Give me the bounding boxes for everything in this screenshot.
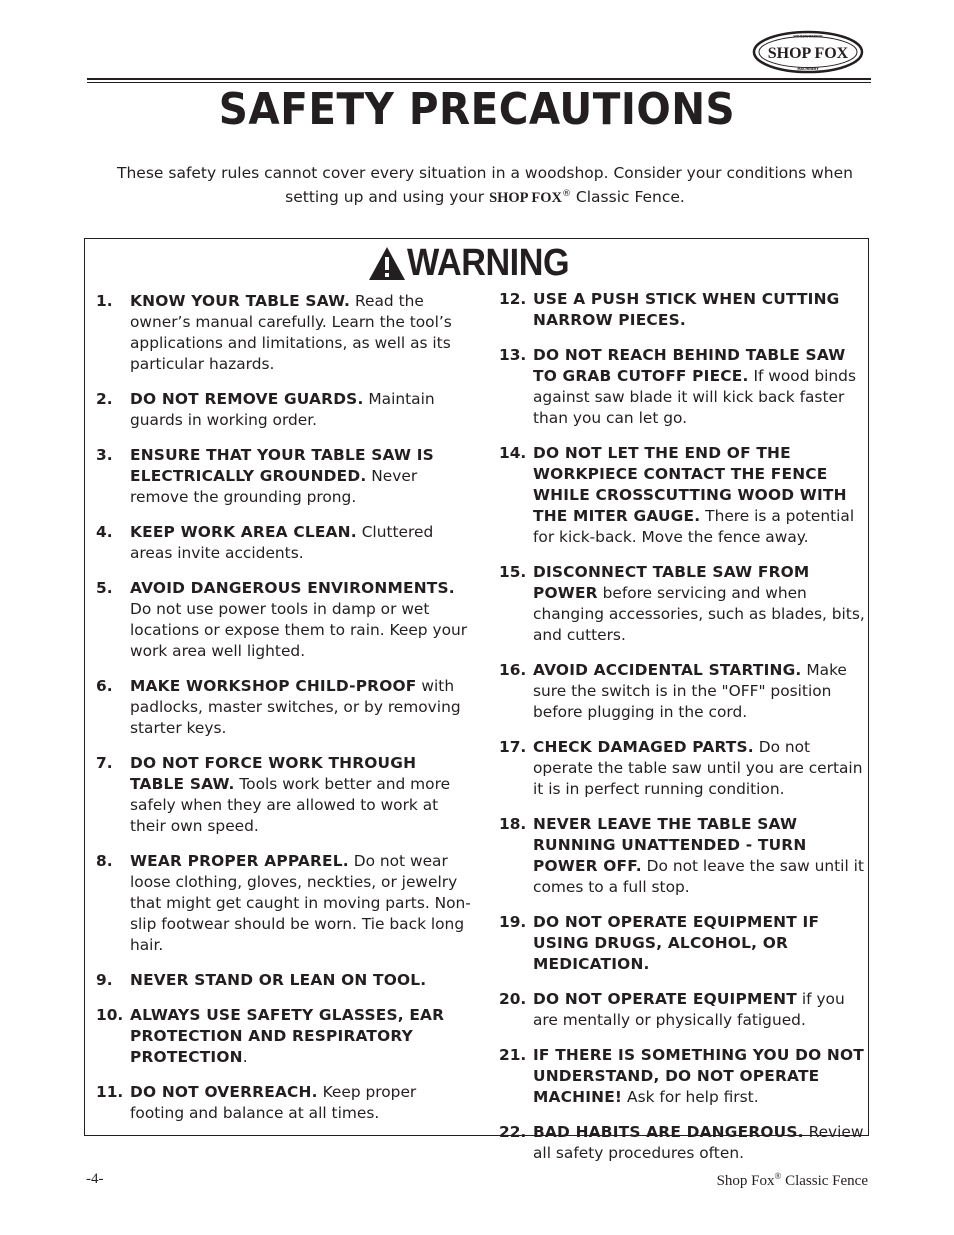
item-heading: ALWAYS USE SAFETY GLASSES, EAR PROTECTION AND RESPIRATORY PROTECTION [130,1006,445,1066]
intro-text-before: These safety rules cannot cover every situation in a woodshop. Consider your conditions when setting up and using your [117,164,853,207]
intro-text-after: Classic Fence. [570,188,685,207]
list-item [96,1005,472,1068]
item-number: 7. [96,754,113,772]
logo-ring-top: WOODWORKING [793,34,823,39]
item-number: 4. [96,523,113,541]
list-item [499,737,871,800]
list-item [96,753,472,837]
list-item [96,578,472,662]
item-number: 5. [96,579,113,597]
item-text: Never remove the grounding prong. [130,467,418,506]
item-heading: DO NOT LET THE END OF THE WORKPIECE CONTACT THE FENCE WHILE CROSSCUTTING WOOD WITH THE MITER GAUGE. [533,444,847,525]
list-item [96,1082,472,1124]
item-number: 6. [96,677,113,695]
header-rule [87,78,871,80]
item-number: 22. [499,1123,527,1141]
item-heading: ENSURE THAT YOUR TABLE SAW IS ELECTRICALLY GROUNDED. [130,446,434,485]
warning-label: WARNING [407,242,570,284]
item-text: Do not use power tools in damp or wet locations or expose them to rain. Keep your work area well lighted. [130,600,468,660]
list-item [96,389,472,431]
list-item [96,445,472,508]
item-text: If wood binds against saw blade it will kick back faster than you can let go. [533,367,856,427]
item-number: 10. [96,1006,124,1024]
page-number: -4- [86,1171,104,1187]
item-heading: DO NOT OPERATE EQUIPMENT IF USING DRUGS, ALCOHOL, OR MEDICATION. [533,913,820,973]
item-text: Ask for help first. [622,1088,759,1106]
item-text: with padlocks, master switches, or by removing starter keys. [130,677,461,737]
item-heading: KEEP WORK AREA CLEAN. [130,523,357,541]
list-item [96,851,472,956]
item-heading: DO NOT REACH BEHIND TABLE SAW TO GRAB CUTOFF PIECE. [533,346,846,385]
footer-product-name: Classic Fence [781,1173,868,1189]
header-rule-thin [87,82,871,83]
item-text: . [242,1048,248,1066]
item-text: Do not leave the saw until it comes to a full stop. [533,857,864,896]
item-number: 13. [499,346,527,364]
list-item [499,660,871,723]
item-text: There is a potential for kick-back. Move the fence away. [533,507,855,546]
item-heading: NEVER STAND OR LEAN ON TOOL. [130,971,427,989]
list-item [499,989,871,1031]
item-heading: IF THERE IS SOMETHING YOU DO NOT UNDERSTAND, DO NOT OPERATE MACHINE! [533,1046,864,1106]
item-text: Tools work better and more safely when they are allowed to work at their own speed. [130,775,451,835]
item-heading: DO NOT FORCE WORK THROUGH TABLE SAW. [130,754,417,793]
rules-list-left [96,291,472,1138]
item-number: 1. [96,292,113,310]
item-heading: NEVER LEAVE THE TABLE SAW RUNNING UNATTENDED - TURN POWER OFF. [533,815,807,875]
item-number: 3. [96,446,113,464]
item-text: Make sure the switch is in the "OFF" position before plugging in the cord. [533,661,847,721]
item-number: 11. [96,1083,124,1101]
footer-product [717,1171,868,1190]
item-heading: DISCONNECT TABLE SAW FROM POWER [533,563,810,602]
item-heading: DO NOT OVERREACH. [130,1083,318,1101]
item-number: 12. [499,290,527,308]
list-item [499,1122,871,1164]
item-heading: BAD HABITS ARE DANGEROUS. [533,1123,804,1141]
item-heading: MAKE WORKSHOP CHILD-PROOF [130,677,417,695]
list-item [499,345,871,429]
list-item [499,289,871,331]
item-text: before servicing and when changing accessories, such as blades, bits, and cutters. [533,584,865,644]
item-text: if you are mentally or physically fatigued. [533,990,845,1029]
item-heading: USE A PUSH STICK WHEN CUTTING NARROW PIECES. [533,290,840,329]
item-heading: KNOW YOUR TABLE SAW. [130,292,351,310]
item-number: 16. [499,661,527,679]
item-heading: AVOID DANGEROUS ENVIRONMENTS. [130,579,455,597]
footer-brand: Shop Fox [716,1173,775,1189]
list-item [96,970,472,991]
item-text: Keep proper footing and balance at all times. [130,1083,417,1122]
item-heading: CHECK DAMAGED PARTS. [533,738,754,756]
list-item [499,562,871,646]
item-number: 17. [499,738,527,756]
item-text: Review all safety procedures often. [533,1123,864,1162]
intro-paragraph [110,163,860,209]
list-item [499,912,871,975]
list-item [96,291,472,375]
item-number: 2. [96,390,113,408]
item-text: Maintain guards in working order. [130,390,435,429]
page-title: SAFETY PRECAUTIONS [218,84,736,135]
list-item [499,814,871,898]
item-number: 9. [96,971,113,989]
item-text: Do not operate the table saw until you are certain it is in perfect running condition. [533,738,863,798]
item-number: 18. [499,815,527,833]
warning-triangle-icon [367,244,407,284]
item-heading: AVOID ACCIDENTAL STARTING. [533,661,802,679]
item-text: Read the owner’s manual carefully. Learn the tool’s applications and limitations, as well as its particular hazards. [130,292,452,373]
item-heading: DO NOT REMOVE GUARDS. [130,390,364,408]
footer-registered: ® [774,1171,782,1181]
item-number: 21. [499,1046,527,1064]
item-text: Cluttered areas invite accidents. [130,523,434,562]
item-number: 15. [499,563,527,581]
item-heading: DO NOT OPERATE EQUIPMENT [533,990,797,1008]
item-text: Do not wear loose clothing, gloves, neckties, or jewelry that might get caught in moving parts. Non-slip footwear should be worn. Tie back long hair. [130,852,471,954]
logo-text: SHOP FOX [767,45,849,62]
list-item [499,443,871,548]
item-number: 19. [499,913,527,931]
item-number: 8. [96,852,113,870]
intro-registered: ® [561,189,571,199]
shop-fox-logo [752,30,864,74]
item-number: 20. [499,990,527,1008]
intro-brand: SHOP FOX [489,190,562,207]
item-heading: WEAR PROPER APPAREL. [130,852,349,870]
item-number: 14. [499,444,527,462]
rules-list-right [499,289,871,1178]
logo-ring-bottom: MACHINERY [797,67,819,71]
list-item [96,522,472,564]
list-item [96,676,472,739]
list-item [499,1045,871,1108]
